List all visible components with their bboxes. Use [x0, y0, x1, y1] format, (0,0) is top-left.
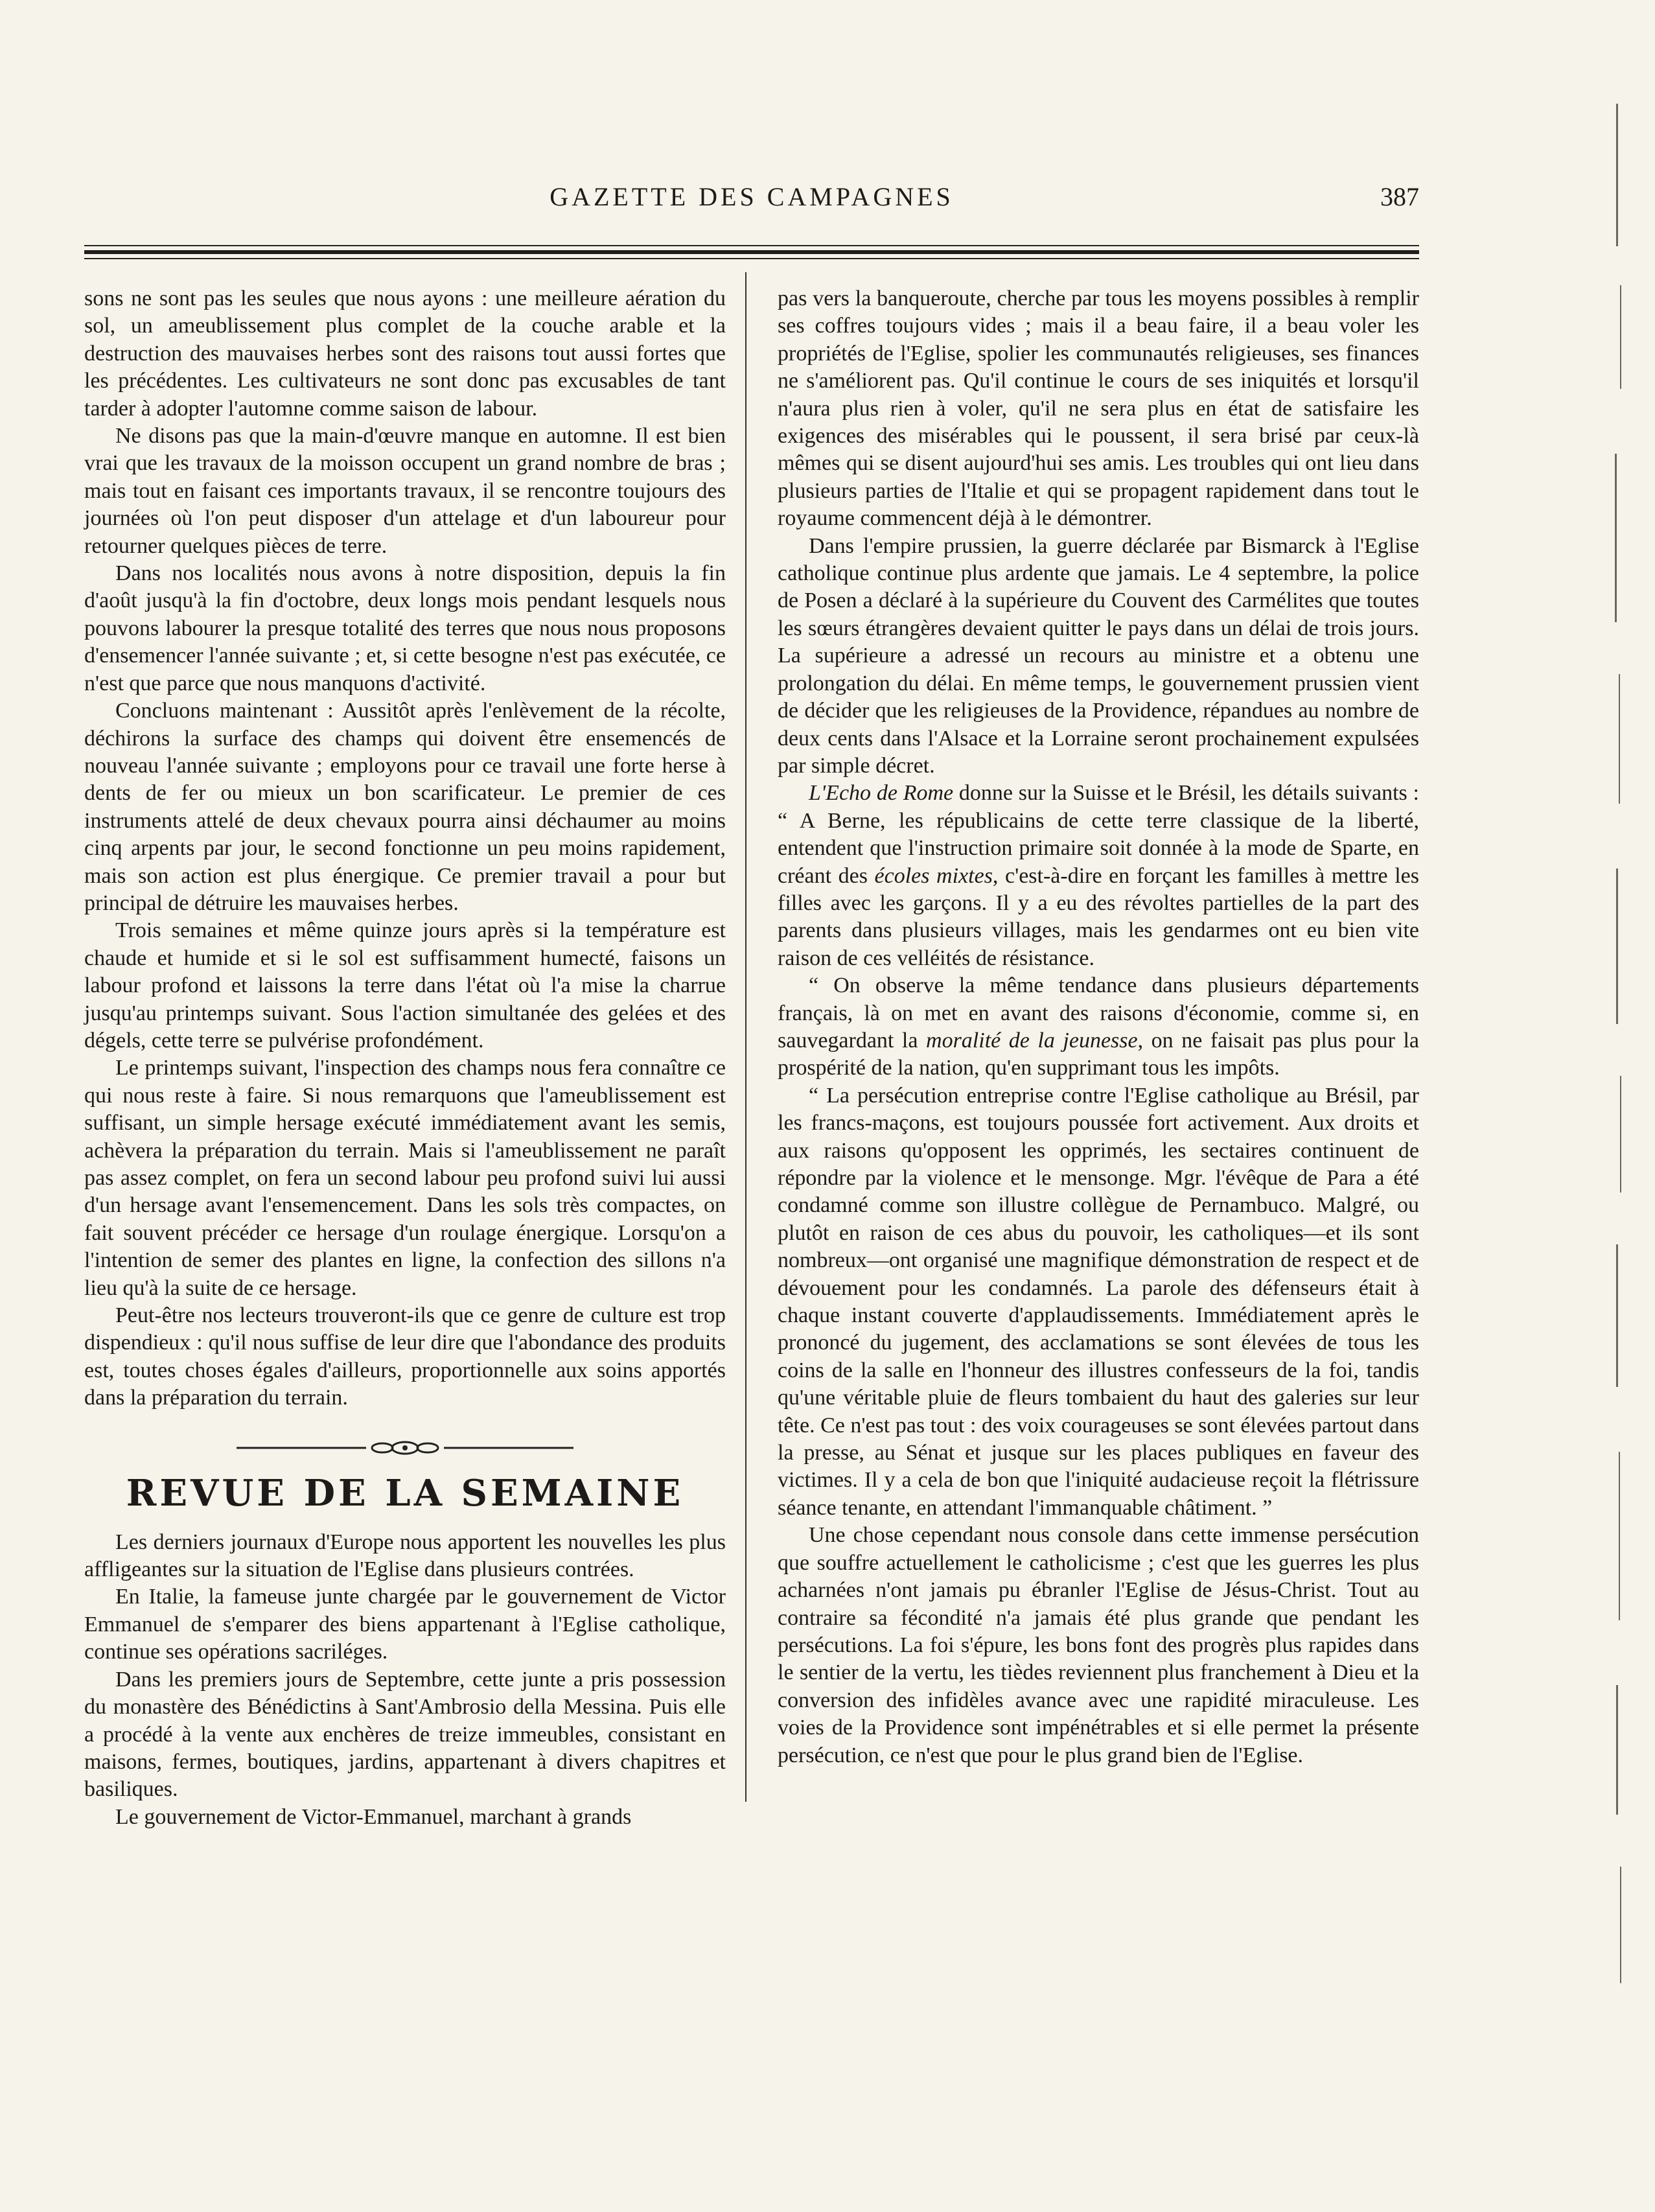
header-rule-thin-lower: [84, 258, 1419, 259]
paragraph: pas vers la banqueroute, cherche par tous les moyens possibles à remplir ses coffres toujours vides ; mais il a beau faire, il a beau voler les propriétés de l'Eglise, spolier les communautés religieuses, ses finances ne s'améliorent pas. Qu'il continue le cours de ses iniquités et lorsqu'il n'aura plus rien à voler, qu'il ne sera plus en état de satisfaire les exigences des misérables qui le poussent, il sera brisé par ceux-là mêmes qui se disent aujourd'hui ses amis. Les troubles qui ont lieu dans plusieurs parties de l'Italie et qui se propagent rapidement dans tout le royaume commencent déjà à le démontrer.: [778, 286, 1419, 531]
paragraph: Concluons maintenant : Aussitôt après l'enlèvement de la récolte, déchirons la surface des champs qui doivent être ensemencés de nouveau l'année suivante ; employons pour ce travail une forte herse à dents de fer ou mieux un bon scarificateur. Le premier de ces instruments attelé de deux chevaux pourra ainsi déchaumer au moins cinq arpents par jour, le second fonctionne un peu moins rapidement, mais son action est plus énergique. Ce premier travail a pour but principal de détruire les mauvaises herbes.: [84, 699, 726, 915]
header-rule-thin: [84, 245, 1419, 246]
page-number: 387: [1380, 182, 1419, 211]
paragraph: Le gouvernement de Victor-Emmanuel, marchant à grands: [115, 1804, 632, 1829]
left-column: [84, 285, 726, 1831]
paragraph: Trois semaines et même quinze jours après si la température est chaude et humide et si le sol est suffisamment humecté, faisons un labour profond et laissons la terre dans l'état où l'a mise la charrue jusqu'au printemps suivant. Sous l'action simultanée des gelées et des dégels, cette terre se pulvérise profondément.: [84, 918, 726, 1053]
paragraph: sons ne sont pas les seules que nous ayons : une meilleure aération du sol, un ameublissement plus complet de la couche arable et la destruction des mauvaises herbes sont des raisons tout aussi fortes que les précédentes. Les cultivateurs ne sont donc pas excusables de tant tarder à adopter l'automne comme saison de labour.: [84, 286, 726, 421]
paragraph: “ La persécution entreprise contre l'Eglise catholique au Brésil, par les francs-maçons, est toujours poussée fort activement. Aux droits et aux raisons qu'opposent les opprimés, les sectaires continuent de répondre par la violence et le mensonge. Mgr. l'évêque de Para a été condamné comme son illustre collègue de Pernambuco. Malgré, ou plutôt en raison de ces abus du pouvoir, les catholiques—et ils sont nombreux—ont organisé une magnifique démonstration de respect et de dévouement pour les condamnés. La parole des défenseurs était à chaque instant couverte d'applaudissements. Immédiatement après le prononcé du jugement, des acclamations se sont élevées de tous les coins de la salle en l'honneur des illustres confesseurs de la foi, tandis qu'une véritable pluie de fleurs tombaient du haut des galeries sur leur tête. Ce n'est pas tout : des voix courageuses se sont élevées partout dans la presse, au Sénat et jusque sur les places publiques en faveur des victimes. Il y a cela de bon que l'iniquité audacieuse reçoit la flétrissure séance tenante, en attendant l'immanquable châtiment. ”: [778, 1083, 1419, 1520]
section-heading: REVUE DE LA SEMAINE: [126, 1471, 684, 1515]
paragraph: Dans les premiers jours de Septembre, cette junte a pris possession du monastère des Bénédictins à Sant'Ambrosio della Messina. Puis elle a procédé à la vente aux enchères de treize immeubles, consistant en maisons, fermes, boutiques, jardins, appartenant à divers chapitres et basiliques.: [84, 1667, 726, 1802]
decorative-divider-ornament: [237, 1439, 573, 1456]
paragraph: Les derniers journaux d'Europe nous apportent les nouvelles les plus affligeantes sur la situation de l'Eglise dans plusieurs contrées.: [84, 1530, 726, 1582]
header-rule-thick: [84, 250, 1419, 254]
paragraph: Peut-être nos lecteurs trouveront-ils que ce genre de culture est trop dispendieux : qu'il nous suffise de leur dire que l'abondance des produits est, toutes choses égales d'ailleurs, proportionnelle aux soins apportés dans la préparation du terrain.: [84, 1303, 726, 1410]
paragraph: Dans l'empire prussien, la guerre déclarée par Bismarck à l'Eglise catholique continue plus ardente que jamais. Le 4 septembre, la police de Posen a déclaré à la supérieure du Couvent des Carmélites que toutes les sœurs étrangères devaient quitter le pays dans un délai de trois jours. La supérieure a adressé un recours au ministre et a obtenu une prolongation du délai. En même temps, le gouvernement prussien vient de décider que les religieuses de la Providence, répandues au nombre de deux cents dans l'Alsace et la Lorraine seront prochainement expulsées par simple décret.: [778, 533, 1419, 778]
page-header: [84, 181, 1419, 220]
paragraph: Une chose cependant nous console dans cette immense persécution que souffre actuellement le catholicisme ; c'est que les guerres les plus acharnées n'ont jamais pu ébranler l'Eglise de Jésus-Christ. Tout au contraire sa fécondité n'a jamais été plus grande que pendant les persécutions. La foi s'épure, les bons font des progrès plus rapides dans le sentier de la vertu, les tièdes reviennent plus franchement à Dieu et la conversion des infidèles avance avec une rapidité miraculeuse. Les voies de la Providence sont impénétrables et si elle permet la présente persécution, ce n'est que pour le plus grand bien de l'Eglise.: [778, 1523, 1419, 1767]
column-divider: [745, 272, 746, 1802]
right-column: [778, 285, 1419, 1769]
paragraph: Le printemps suivant, l'inspection des champs nous fera connaître ce qui nous reste à faire. Si nous remarquons que l'ameublissement est suffisant, un simple hersage exécuté immédiatement avant les semis, achèvera la préparation du terrain. Mais si l'ameublissement ne paraît pas assez complet, on fera un second labour peu profond suivi lui aussi d'un hersage avant l'ensemencement. Dans les sols très compactes, on fait souvent précéder ce hersage d'un roulage énergique. Lorsqu'on a l'intention de semer des plantes en ligne, la confection des sillons n'a lieu qu'à la suite de ce hersage.: [84, 1056, 726, 1300]
paragraph: L'Echo de Rome donne sur la Suisse et le Brésil, les détails suivants : “ A Berne, les républicains de cette terre classique de la liberté, entendent que l'instruction primaire soit donnée à la mode de Sparte, en créant des écoles mixtes, c'est-à-dire en forçant les familles à mettre les filles avec les garçons. Il y a eu des révoltes partielles de la part des parents dans plusieurs villages, mais les gendarmes ont eu bien vite raison de ces velléités de résistance.: [778, 781, 1419, 970]
paragraph: Ne disons pas que la main-d'œuvre manque en automne. Il est bien vrai que les travaux de la moisson occupent un grand nombre de bras ; mais tout en faisant ces importants travaux, il se rencontre toujours des journées où l'on peut disposer d'un attelage et d'un laboureur pour retourner quelques pièces de terre.: [84, 424, 726, 558]
scan-edge-specks: [1597, 91, 1636, 2035]
paragraph: Dans nos localités nous avons à notre disposition, depuis la fin d'août jusqu'à la fin d'octobre, deux longs mois pendant lesquels nous pouvons labourer la presque totalité des terres que nous nous proposons d'ensemencer l'année suivante ; et, si cette besogne n'est pas exécutée, ce n'est que parce que nous manquons d'activité.: [84, 561, 726, 695]
paragraph: En Italie, la fameuse junte chargée par le gouvernement de Victor Emmanuel de s'emparer des biens appartenant à l'Eglise catholique, continue ses opérations sacriléges.: [84, 1585, 726, 1664]
paragraph: “ On observe la même tendance dans plusieurs départements français, là on met en avant des raisons d'économie, comme si, en sauvegardant la moralité de la jeunesse, on ne faisait pas plus pour la prospérité de la nation, qu'en supprimant tous les impôts.: [778, 973, 1419, 1080]
running-title: GAZETTE DES CAMPAGNES: [550, 182, 954, 211]
